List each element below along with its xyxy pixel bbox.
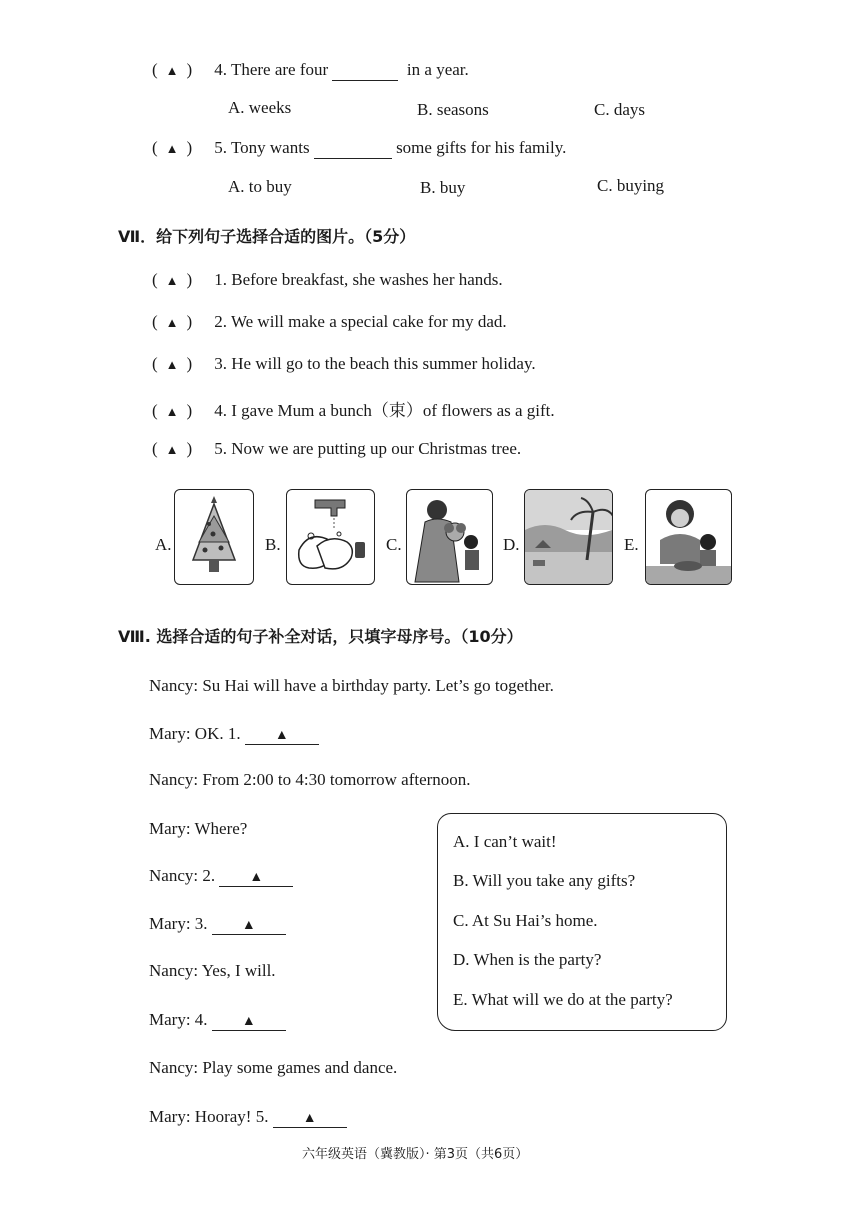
answer-blank-3[interactable]: ▲ (212, 918, 286, 935)
section-8-heading: Ⅷ. 选择合适的句子补全对话，只填字母序号。（10分） (118, 627, 523, 646)
choice-e: E. What will we do at the party? (453, 990, 673, 1009)
question-text-after: in a year. (406, 60, 469, 79)
dialogue-line: Nancy: Yes, I will. (149, 961, 276, 980)
question-4: ( ▲ ) 4. There are four in a year. (152, 60, 469, 79)
page-footer: 六年级英语（冀教版）· 第3页（共6页） (302, 1147, 529, 1162)
answer-blank-2[interactable]: ▲ (219, 870, 293, 887)
christmas-tree-icon (174, 489, 254, 585)
beach-icon (524, 489, 613, 585)
question-number: 4. (214, 60, 227, 79)
option-a: A. weeks (228, 98, 292, 117)
question-text-before: Tony wants (230, 138, 310, 157)
s7-item: ( ▲ ) 3. He will go to the beach this summer holiday. (152, 354, 536, 373)
dialogue-line: Mary: 4. ▲ (149, 1010, 286, 1031)
picture-label-c: C. (386, 535, 402, 554)
s7-item: ( ▲ ) 1. Before breakfast, she washes her hands. (152, 270, 503, 289)
dialogue-line: Nancy: Play some games and dance. (149, 1058, 398, 1077)
flowers-gift-icon (406, 489, 493, 585)
picture-label-b: B. (265, 535, 281, 554)
answer-blank[interactable] (332, 60, 398, 81)
answer-blank-5[interactable]: ▲ (273, 1111, 347, 1128)
dialogue-line: Mary: 3. ▲ (149, 914, 286, 935)
dialogue-line: Mary: OK. 1. ▲ (149, 724, 319, 745)
answer-blank-1[interactable]: ▲ (245, 728, 319, 745)
s7-item: ( ▲ ) 2. We will make a special cake for my dad. (152, 312, 507, 331)
option-b: B. buy (420, 178, 466, 197)
dialogue-line: Mary: Where? (149, 819, 248, 838)
dialogue-line: Nancy: Su Hai will have a birthday party. Let’s go together. (149, 676, 554, 695)
s7-item: ( ▲ ) 4. I gave Mum a bunch（束）of flowers as a gift. (152, 401, 555, 420)
question-text-after: some gifts for his family. (396, 138, 567, 157)
choice-d: D. When is the party? (453, 950, 602, 969)
baking-cake-icon (645, 489, 732, 585)
question-number: 5. (214, 138, 227, 157)
picture-label-a: A. (155, 535, 172, 554)
picture-label-d: D. (503, 535, 520, 554)
s7-item: ( ▲ ) 5. Now we are putting up our Christmas tree. (152, 439, 522, 458)
answer-blank-4[interactable]: ▲ (212, 1014, 286, 1031)
answer-marker: ▲ (165, 141, 179, 156)
picture-label-e: E. (624, 535, 639, 554)
choice-c: C. At Su Hai’s home. (453, 911, 598, 930)
dialogue-line: Nancy: From 2:00 to 4:30 tomorrow afternoon. (149, 770, 471, 789)
dialogue-line: Mary: Hooray! 5. ▲ (149, 1107, 347, 1128)
question-5: ( ▲ ) 5. Tony wants some gifts for his family. (152, 138, 567, 157)
option-a: A. to buy (228, 177, 292, 196)
option-b: B. seasons (417, 100, 489, 119)
section-7-heading: Ⅶ．给下列句子选择合适的图片。（5分） (118, 227, 416, 246)
washing-hands-icon (286, 489, 375, 585)
option-c: C. buying (597, 176, 665, 195)
option-c: C. days (594, 100, 645, 119)
choice-b: B. Will you take any gifts? (453, 871, 636, 890)
question-text-before: There are four (230, 60, 329, 79)
answer-marker: ▲ (165, 63, 179, 78)
dialogue-line: Nancy: 2. ▲ (149, 866, 293, 887)
answer-blank[interactable] (314, 138, 392, 159)
choice-a: A. I can’t wait! (453, 832, 557, 851)
